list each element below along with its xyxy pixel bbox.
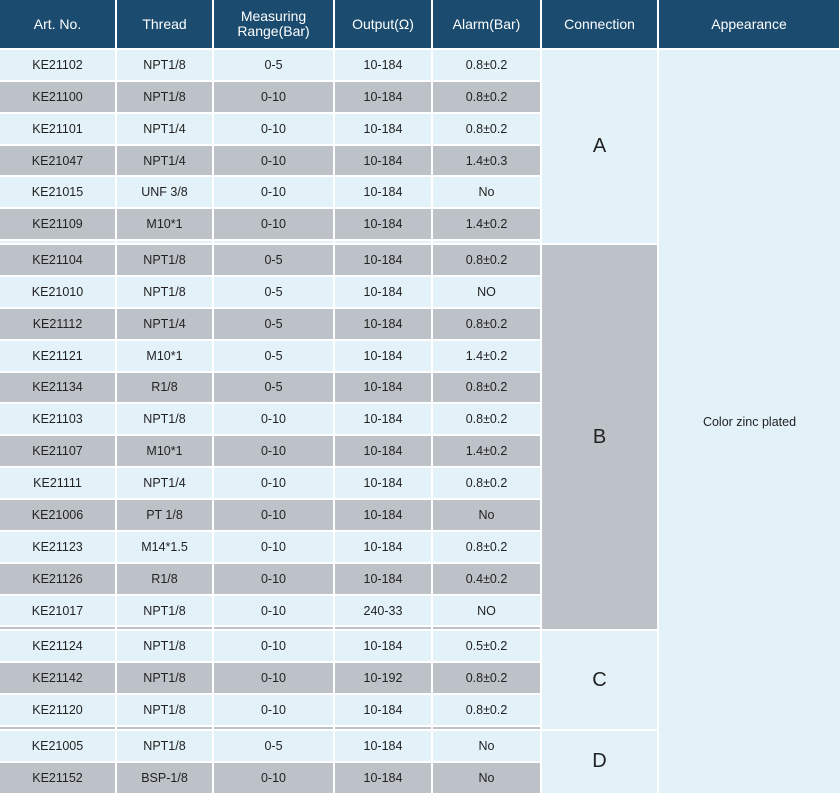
cell-thread: NPT1/4 xyxy=(116,467,213,499)
cell-art-no: KE21107 xyxy=(0,435,116,467)
cell-output: 10-184 xyxy=(334,563,432,595)
cell-measuring-range: 0-10 xyxy=(213,435,334,467)
cell-output: 10-184 xyxy=(334,762,432,794)
cell-output: 10-184 xyxy=(334,531,432,563)
cell-alarm: 0.8±0.2 xyxy=(432,403,541,435)
cell-art-no: KE21109 xyxy=(0,208,116,240)
cell-measuring-range: 0-10 xyxy=(213,662,334,694)
cell-output: 10-184 xyxy=(334,467,432,499)
table-body xyxy=(0,49,840,794)
cell-output: 10-184 xyxy=(334,176,432,208)
cell-alarm: 0.8±0.2 xyxy=(432,662,541,694)
header-thread: Thread xyxy=(116,0,213,49)
cell-output: 10-184 xyxy=(334,276,432,308)
cell-output: 10-184 xyxy=(334,113,432,145)
cell-thread: NPT1/4 xyxy=(116,145,213,177)
cell-alarm: 0.5±0.2 xyxy=(432,630,541,662)
cell-measuring-range: 0-10 xyxy=(213,403,334,435)
cell-thread: NPT1/8 xyxy=(116,49,213,81)
connection-group-label: D xyxy=(541,730,658,794)
cell-art-no: KE21126 xyxy=(0,563,116,595)
cell-measuring-range: 0-10 xyxy=(213,595,334,627)
cell-thread: PT 1/8 xyxy=(116,499,213,531)
cell-measuring-range: 0-10 xyxy=(213,563,334,595)
cell-art-no: KE21104 xyxy=(0,244,116,276)
cell-art-no: KE21103 xyxy=(0,403,116,435)
cell-thread: NPT1/8 xyxy=(116,244,213,276)
cell-output: 10-184 xyxy=(334,630,432,662)
cell-output: 10-184 xyxy=(334,244,432,276)
cell-measuring-range: 0-5 xyxy=(213,340,334,372)
cell-thread: NPT1/8 xyxy=(116,730,213,762)
header-measuring-range: Measuring Range(Bar) xyxy=(213,0,334,49)
cell-alarm: 0.8±0.2 xyxy=(432,113,541,145)
cell-thread: NPT1/8 xyxy=(116,81,213,113)
cell-alarm: 0.4±0.2 xyxy=(432,563,541,595)
cell-alarm: 1.4±0.2 xyxy=(432,435,541,467)
cell-thread: M10*1 xyxy=(116,340,213,372)
cell-alarm: NO xyxy=(432,276,541,308)
cell-thread: NPT1/8 xyxy=(116,662,213,694)
cell-measuring-range: 0-5 xyxy=(213,276,334,308)
cell-output: 10-184 xyxy=(334,694,432,726)
header-output: Output(Ω) xyxy=(334,0,432,49)
cell-alarm: 0.8±0.2 xyxy=(432,308,541,340)
cell-measuring-range: 0-5 xyxy=(213,244,334,276)
cell-art-no: KE21112 xyxy=(0,308,116,340)
cell-output: 10-184 xyxy=(334,145,432,177)
cell-art-no: KE21006 xyxy=(0,499,116,531)
cell-thread: NPT1/4 xyxy=(116,113,213,145)
cell-alarm: No xyxy=(432,762,541,794)
cell-alarm: 1.4±0.2 xyxy=(432,340,541,372)
cell-thread: M10*1 xyxy=(116,435,213,467)
cell-thread: NPT1/8 xyxy=(116,276,213,308)
cell-output: 10-184 xyxy=(334,49,432,81)
cell-measuring-range: 0-5 xyxy=(213,372,334,404)
cell-alarm: 0.8±0.2 xyxy=(432,372,541,404)
cell-art-no: KE21152 xyxy=(0,762,116,794)
cell-measuring-range: 0-10 xyxy=(213,176,334,208)
cell-measuring-range: 0-10 xyxy=(213,145,334,177)
header-appearance: Appearance xyxy=(658,0,840,49)
cell-alarm: 1.4±0.3 xyxy=(432,145,541,177)
cell-thread: NPT1/8 xyxy=(116,595,213,627)
cell-output: 10-184 xyxy=(334,340,432,372)
cell-thread: NPT1/8 xyxy=(116,694,213,726)
cell-alarm: 0.8±0.2 xyxy=(432,244,541,276)
cell-measuring-range: 0-10 xyxy=(213,762,334,794)
connection-group-label: C xyxy=(541,630,658,730)
cell-thread: R1/8 xyxy=(116,563,213,595)
cell-thread: NPT1/8 xyxy=(116,403,213,435)
cell-output: 10-192 xyxy=(334,662,432,694)
cell-art-no: KE21134 xyxy=(0,372,116,404)
cell-output: 10-184 xyxy=(334,372,432,404)
cell-thread: BSP-1/8 xyxy=(116,762,213,794)
cell-output: 10-184 xyxy=(334,499,432,531)
cell-output: 10-184 xyxy=(334,730,432,762)
table-row xyxy=(0,49,840,81)
header-alarm: Alarm(Bar) xyxy=(432,0,541,49)
cell-art-no: KE21120 xyxy=(0,694,116,726)
cell-measuring-range: 0-5 xyxy=(213,49,334,81)
cell-thread: M14*1.5 xyxy=(116,531,213,563)
cell-art-no: KE21102 xyxy=(0,49,116,81)
cell-measuring-range: 0-10 xyxy=(213,113,334,145)
appearance-cell: Color zinc plated xyxy=(658,49,840,794)
cell-thread: UNF 3/8 xyxy=(116,176,213,208)
cell-art-no: KE21100 xyxy=(0,81,116,113)
cell-output: 10-184 xyxy=(334,208,432,240)
cell-measuring-range: 0-10 xyxy=(213,630,334,662)
cell-art-no: KE21111 xyxy=(0,467,116,499)
cell-alarm: 0.8±0.2 xyxy=(432,467,541,499)
cell-measuring-range: 0-10 xyxy=(213,694,334,726)
cell-art-no: KE21017 xyxy=(0,595,116,627)
cell-measuring-range: 0-5 xyxy=(213,730,334,762)
cell-alarm: No xyxy=(432,730,541,762)
cell-thread: R1/8 xyxy=(116,372,213,404)
cell-measuring-range: 0-10 xyxy=(213,531,334,563)
header-connection: Connection xyxy=(541,0,658,49)
cell-art-no: KE21124 xyxy=(0,630,116,662)
cell-thread: NPT1/8 xyxy=(116,630,213,662)
cell-art-no: KE21123 xyxy=(0,531,116,563)
header-art-no: Art. No. xyxy=(0,0,116,49)
cell-output: 240-33 xyxy=(334,595,432,627)
cell-alarm: 0.8±0.2 xyxy=(432,49,541,81)
cell-measuring-range: 0-5 xyxy=(213,308,334,340)
cell-measuring-range: 0-10 xyxy=(213,467,334,499)
cell-alarm: 0.8±0.2 xyxy=(432,81,541,113)
cell-thread: NPT1/4 xyxy=(116,308,213,340)
cell-alarm: 0.8±0.2 xyxy=(432,694,541,726)
cell-output: 10-184 xyxy=(334,81,432,113)
cell-alarm: 1.4±0.2 xyxy=(432,208,541,240)
cell-output: 10-184 xyxy=(334,308,432,340)
cell-art-no: KE21005 xyxy=(0,730,116,762)
cell-measuring-range: 0-10 xyxy=(213,499,334,531)
cell-output: 10-184 xyxy=(334,435,432,467)
cell-alarm: No xyxy=(432,499,541,531)
cell-art-no: KE21015 xyxy=(0,176,116,208)
cell-art-no: KE21047 xyxy=(0,145,116,177)
cell-art-no: KE21010 xyxy=(0,276,116,308)
cell-art-no: KE21121 xyxy=(0,340,116,372)
cell-alarm: NO xyxy=(432,595,541,627)
cell-output: 10-184 xyxy=(334,403,432,435)
connection-group-label: A xyxy=(541,49,658,244)
cell-measuring-range: 0-10 xyxy=(213,81,334,113)
cell-measuring-range: 0-10 xyxy=(213,208,334,240)
cell-thread: M10*1 xyxy=(116,208,213,240)
cell-art-no: KE21101 xyxy=(0,113,116,145)
cell-alarm: No xyxy=(432,176,541,208)
header-row xyxy=(0,0,840,49)
cell-alarm: 0.8±0.2 xyxy=(432,531,541,563)
cell-art-no: KE21142 xyxy=(0,662,116,694)
connection-group-label: B xyxy=(541,244,658,630)
